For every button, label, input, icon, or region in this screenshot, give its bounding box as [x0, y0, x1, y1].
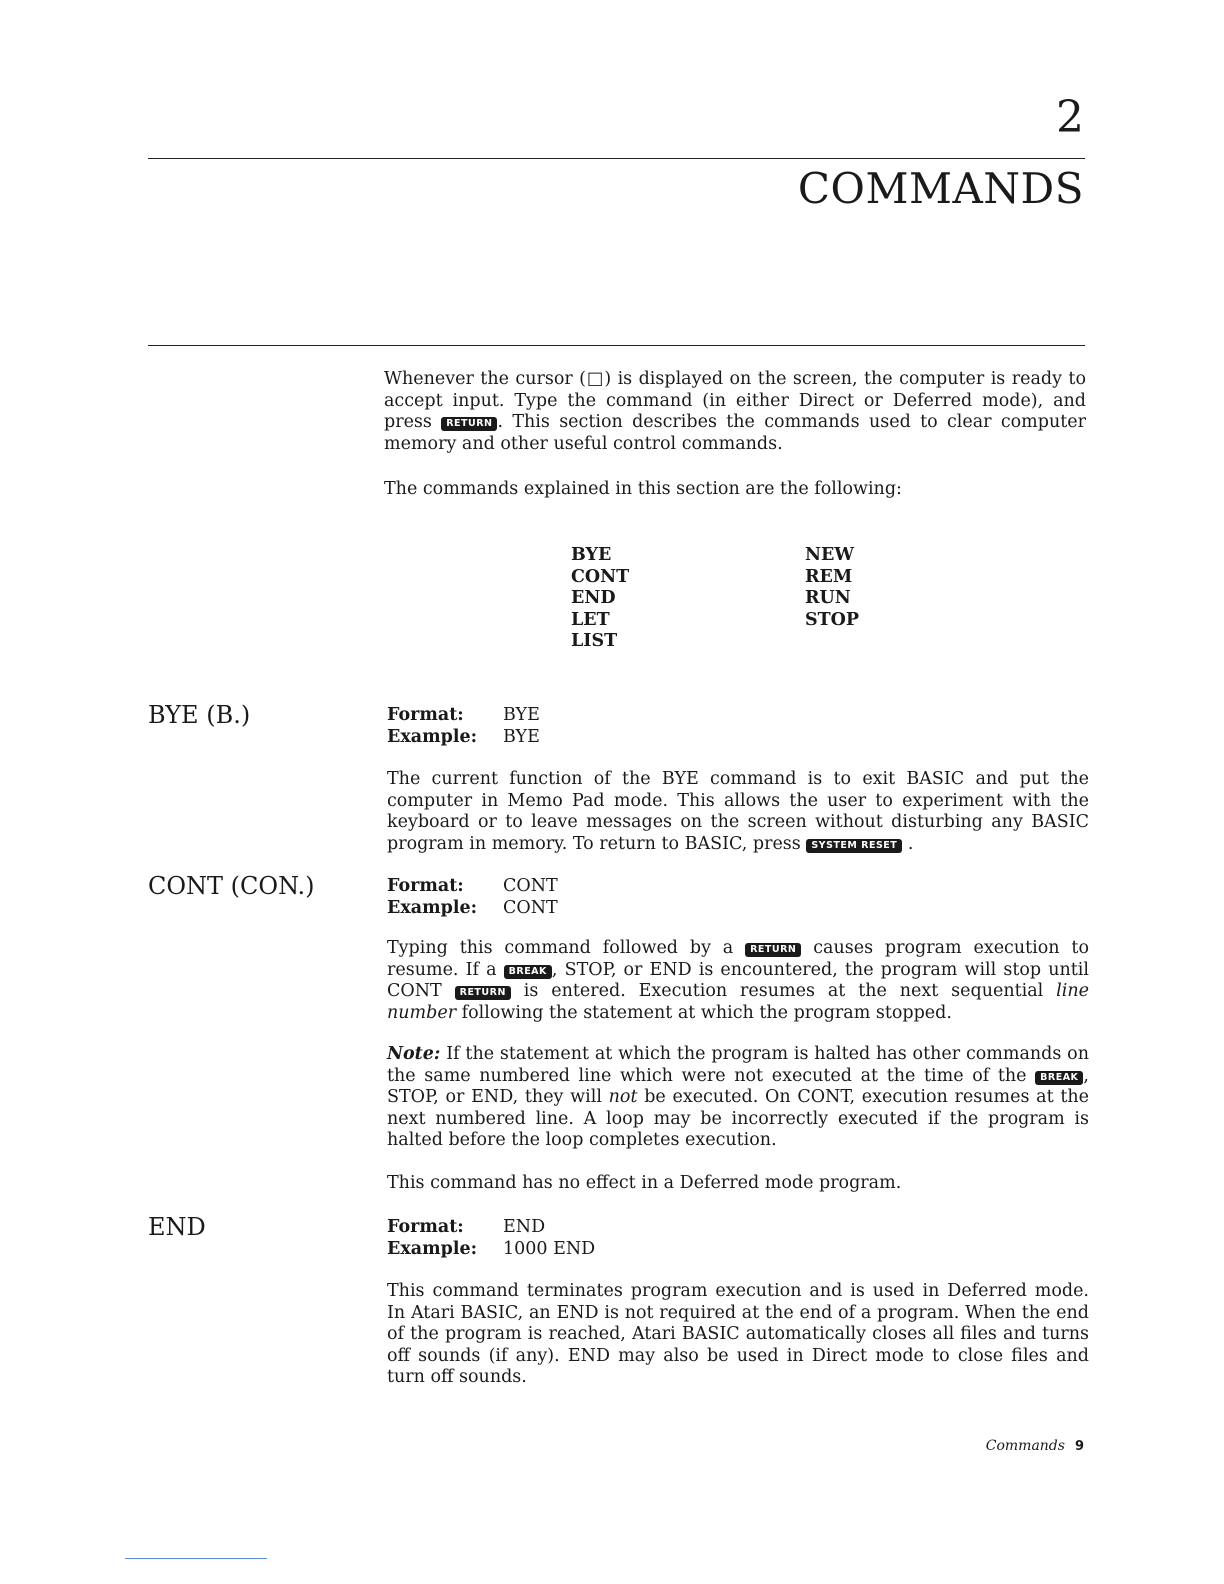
section-rule: [148, 345, 1085, 346]
format-label: Format:: [387, 876, 464, 896]
bye-format-block: [387, 705, 540, 748]
example-label: Example:: [387, 726, 478, 747]
note-text-1: If the statement at which the program is halted has other commands on the same numbered line which were not executed at the time of the: [387, 1044, 1089, 1086]
command-item: REM: [805, 566, 853, 587]
intro-paragraph: [384, 369, 1086, 455]
cont-deferred-note: This command has no effect in a Deferred mode program.: [387, 1173, 902, 1193]
cont-format-block: [387, 876, 558, 919]
cont-text-2: causes program execution to resume. If a: [387, 938, 1089, 980]
top-rule: [148, 158, 1085, 159]
cursor-icon: □: [586, 369, 605, 389]
bye-text-1: The current function of the BYE command is to exit BASIC and put the computer in Memo Pad mode. This allows the user to experiment with the keyboard or to leave messages on the screen without disturbing any BASIC program in memory. To return to BASIC, press: [387, 769, 1089, 854]
cont-italic-term: line number: [387, 981, 1089, 1023]
return-key-icon: RETURN: [441, 417, 497, 431]
chapter-number: 2: [1056, 92, 1084, 143]
command-item: LET: [571, 609, 610, 630]
cont-format-value: CONT: [503, 876, 558, 896]
cont-text-1: Typing this command followed by a: [387, 938, 746, 958]
bye-description: [387, 769, 1089, 855]
command-item: STOP: [805, 609, 860, 630]
page-number: 9: [1074, 1439, 1084, 1454]
command-item: LIST: [571, 631, 618, 651]
format-label: Format:: [387, 705, 464, 725]
bye-example-value: BYE: [503, 726, 540, 747]
bye-format-value: BYE: [503, 705, 540, 725]
cont-text-5: following the statement at which the program stopped.: [456, 1002, 952, 1023]
bottom-rule: [125, 1558, 267, 1559]
cont-note: [387, 1044, 1089, 1152]
note-label: Note:: [387, 1044, 441, 1064]
chapter-title: COMMANDS: [797, 164, 1084, 213]
end-format-value: END: [503, 1217, 546, 1237]
footer-section-name: Commands: [985, 1438, 1065, 1454]
return-key-icon: RETURN: [455, 986, 511, 1000]
note-text-3: be executed. On CONT, execution resumes at the next numbered line. A loop may be incorrectly executed if the program is halted before the loop completes execution.: [387, 1087, 1089, 1150]
bye-heading: BYE (B.): [148, 701, 251, 729]
intro-text-1: Whenever the cursor (: [384, 369, 586, 389]
page-footer: [986, 1438, 1084, 1454]
break-key-icon: BREAK: [504, 965, 552, 979]
command-list-col2: [805, 545, 859, 631]
end-format-block: [387, 1217, 595, 1260]
command-item: CONT: [571, 566, 630, 587]
end-heading: END: [148, 1213, 206, 1241]
command-item: NEW: [805, 545, 854, 565]
format-label: Format:: [387, 1217, 464, 1237]
break-key-icon: BREAK: [1035, 1071, 1083, 1085]
system-reset-key-icon: SYSTEM RESET: [806, 839, 902, 853]
command-item: RUN: [805, 588, 851, 608]
cont-description: [387, 938, 1089, 1024]
command-item: BYE: [571, 545, 612, 565]
example-label: Example:: [387, 897, 478, 918]
cont-text-4: is entered. Execution resumes at the next sequential: [510, 981, 1057, 1001]
intro-text-2: ) is displayed on the screen, the computer is ready to accept input. Type the command (in either Direct or Deferred mode), and press: [384, 369, 1086, 432]
note-italic-word: not: [608, 1087, 638, 1107]
intro-list-lead: The commands explained in this section are the following:: [384, 479, 902, 499]
command-list-col1: [571, 545, 629, 653]
example-label: Example:: [387, 1238, 478, 1259]
note-text-2: , STOP, or END, they will: [387, 1065, 1089, 1107]
command-item: END: [571, 588, 616, 608]
cont-text-3: , STOP, or END is encountered, the program will stop until CONT: [387, 959, 1089, 1001]
cont-heading: CONT (CON.): [148, 872, 315, 900]
end-example-value: 1000 END: [503, 1238, 596, 1259]
bye-text-2: .: [907, 833, 914, 854]
cont-example-value: CONT: [503, 897, 558, 918]
end-description: This command terminates program execution and is used in Deferred mode. In Atari BASIC, an END is not required at the end of a program. When the end of the program is reached, Atari BASIC automatically closes all files and turns off sounds (if any). END may also be used in Direct mode to close files and turn off sounds.: [387, 1281, 1089, 1387]
return-key-icon: RETURN: [745, 943, 801, 957]
intro-text-3: . This section describes the commands used to clear computer memory and other useful control commands.: [384, 412, 1087, 454]
